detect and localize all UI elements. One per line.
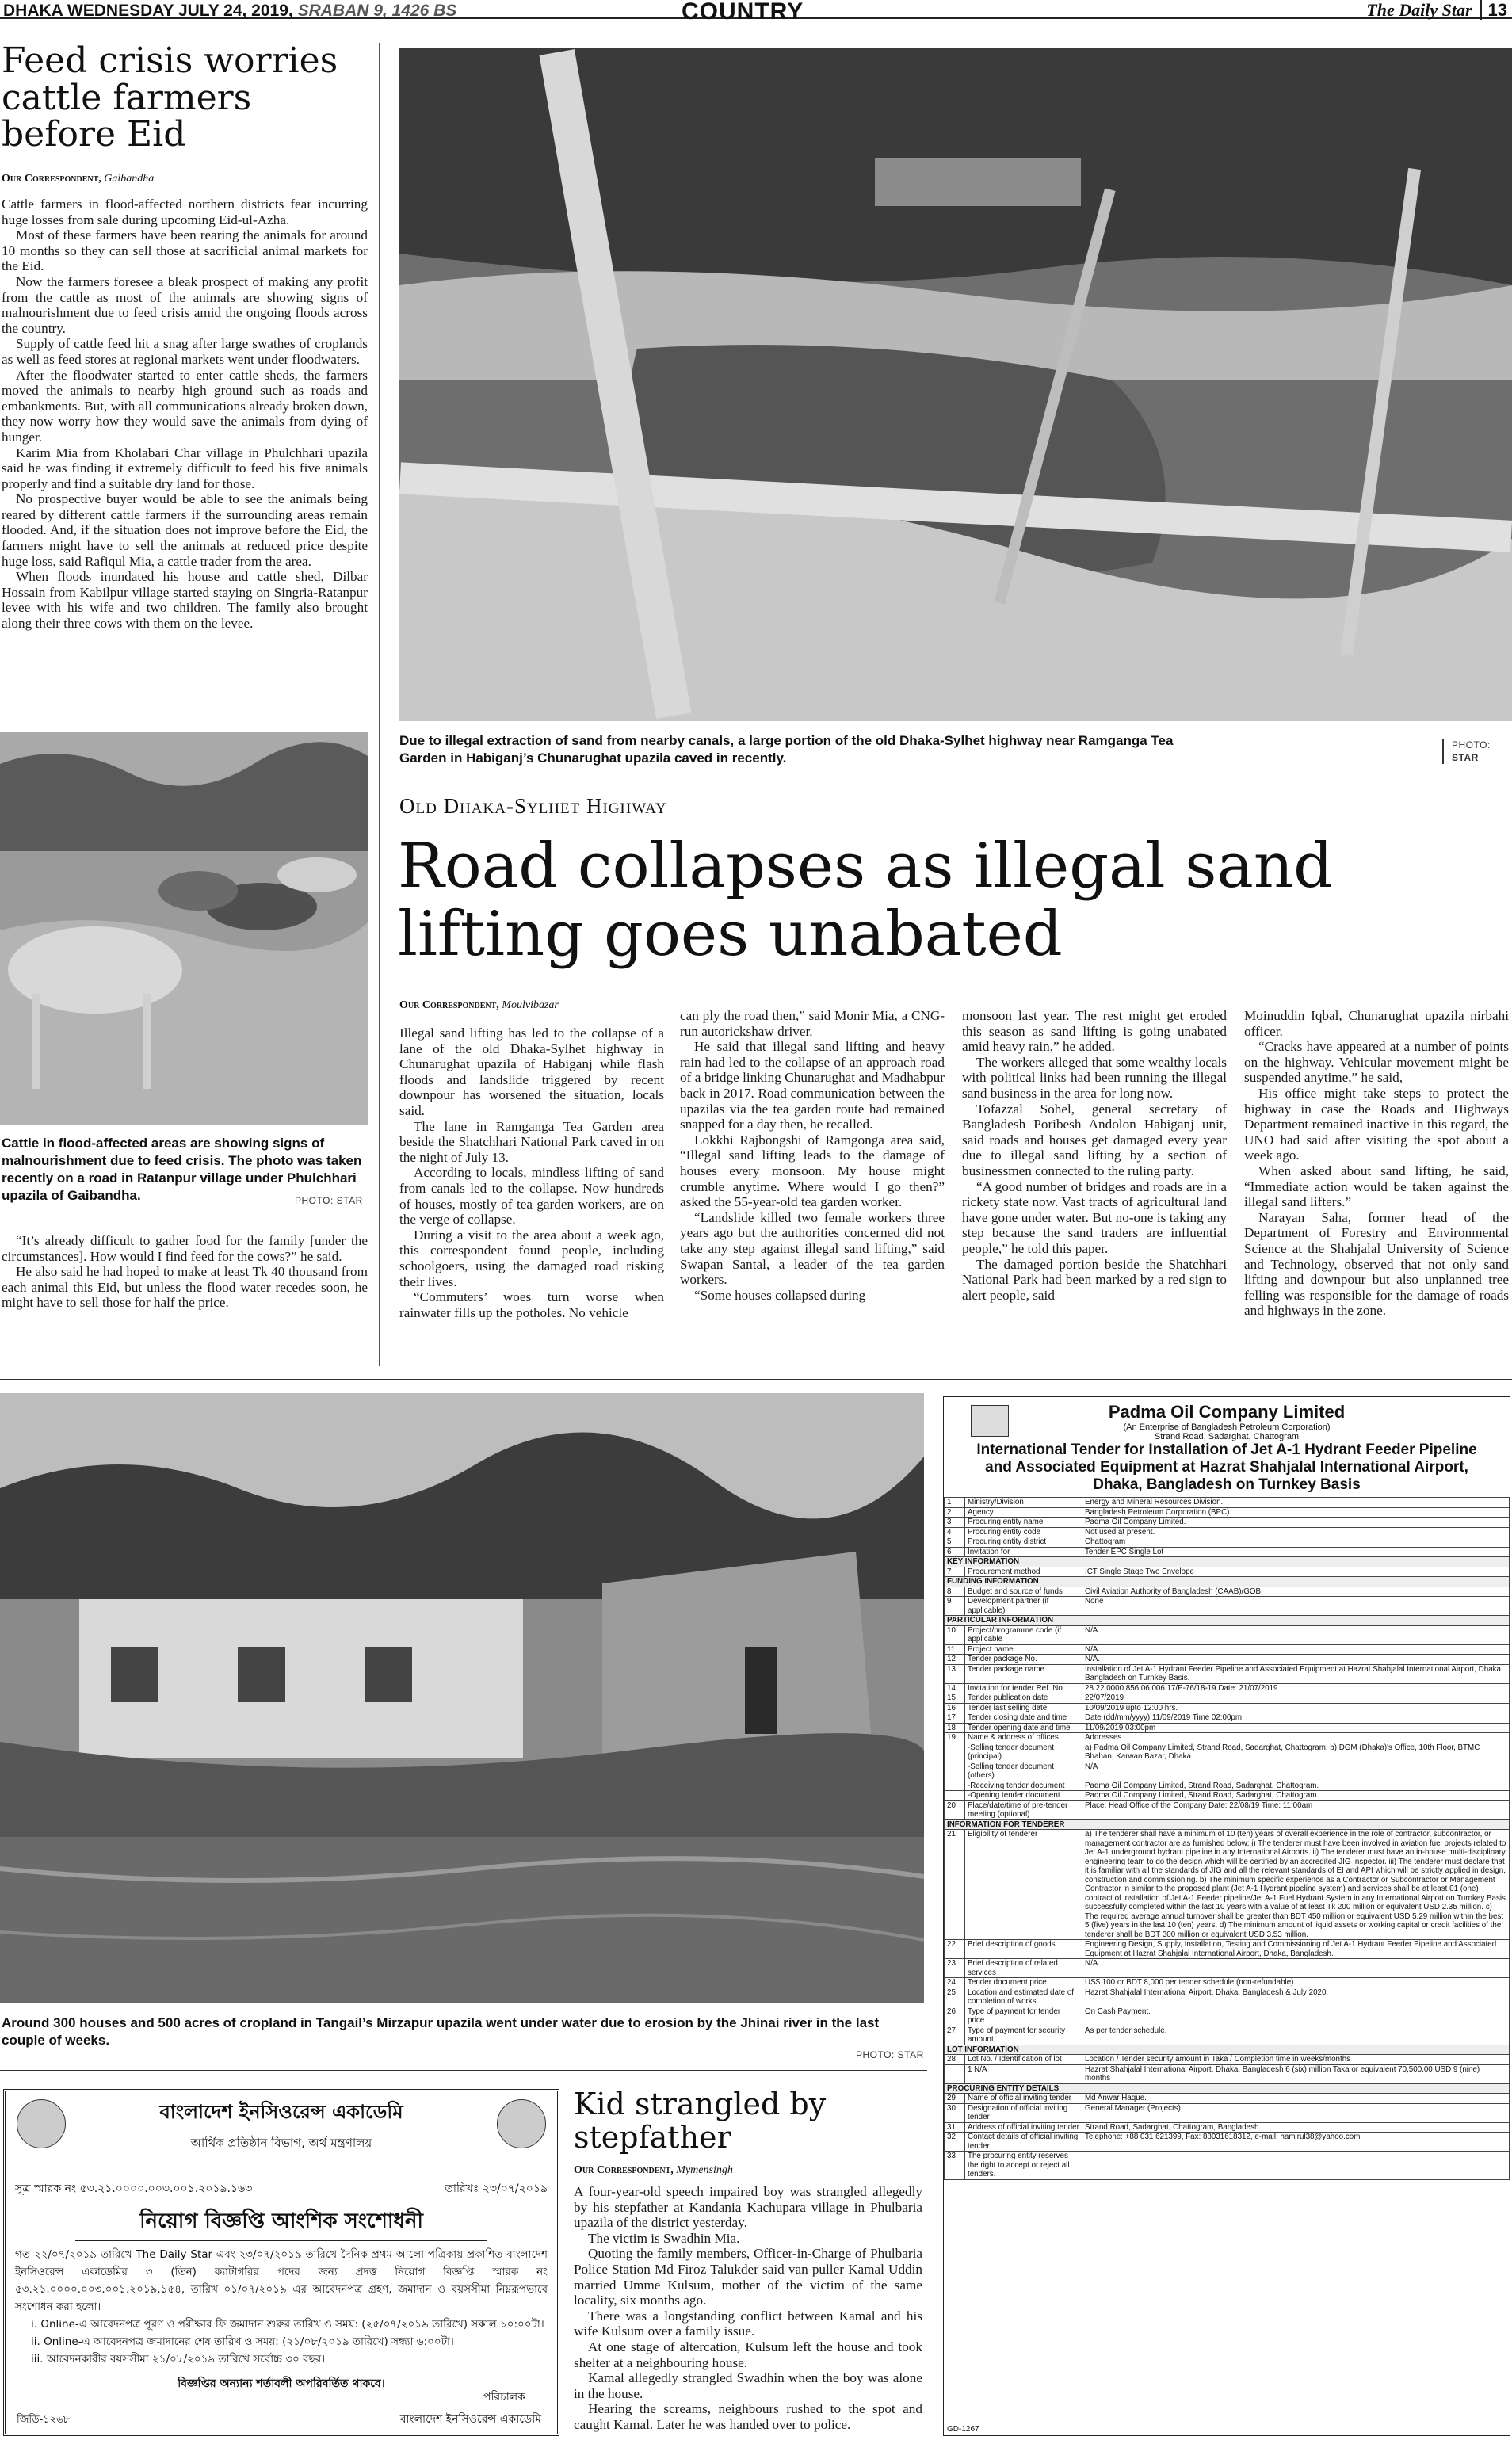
tender-cell-value: Location / Tender security amount in Taka / Completion time in weeks/months	[1082, 2055, 1510, 2065]
paragraph: Quoting the family members, Officer-in-Charge of Phulbaria Police Station Md Firoz Talukder said van puller Kamal Uddin married Umme Kulsum, mother of the victim of the same locality, six months ago.	[574, 2246, 922, 2308]
tender-cell-label: Type of payment for tender price	[965, 2007, 1082, 2026]
tender-row	[945, 1959, 1510, 1978]
tender-cell-no: 6	[945, 1547, 965, 1557]
notice-note: বিজ্ঞপ্তির অন্যান্য শর্তাবলী অপরিবর্তিত থাকবে।	[178, 2377, 385, 2390]
tender-row	[945, 2083, 1510, 2094]
road-col-4	[1244, 1008, 1509, 1319]
tender-cell-no: 14	[945, 1683, 965, 1693]
tender-row	[945, 1664, 1510, 1683]
tender-cell-no: 24	[945, 1978, 965, 1988]
road-photo-credit	[1442, 739, 1491, 764]
govt-seal-logo	[17, 2099, 66, 2148]
notice-signer: পরিচালক	[483, 2391, 525, 2404]
tender-cell-label: Budget and source of funds	[965, 1587, 1082, 1597]
notice-title: নিয়োগ বিজ্ঞপ্তি আংশিক সংশোধনী	[75, 2205, 487, 2241]
erosion-photo	[0, 1393, 924, 2003]
tender-cell-label: Agency	[965, 1507, 1082, 1518]
paragraph: “Landslide killed two female workers three years ago but the authorities concerned did not take any step against illegal sand lifting,” said Swapan Santal, a leader of the tea garden workers.	[680, 1209, 945, 1288]
tender-cell-value: Tender EPC Single Lot	[1082, 1547, 1510, 1557]
tender-sub1: (An Enterprise of Bangladesh Petroleum Corporation)	[1123, 1422, 1331, 1432]
tender-cell-value: N/A.	[1082, 1959, 1510, 1978]
tender-row	[945, 2133, 1510, 2152]
cattle-photo-credit: PHOTO: STAR	[295, 1195, 363, 1206]
tender-cell-value: Energy and Mineral Resources Division.	[1082, 1498, 1510, 1508]
tender-row	[945, 1625, 1510, 1644]
tender-cell-no: 2	[945, 1507, 965, 1518]
tender-cell-no: 31	[945, 2122, 965, 2133]
tender-cell-no: 1	[945, 1498, 965, 1508]
tender-cell-no: 18	[945, 1723, 965, 1733]
tender-cell-value: None	[1082, 1597, 1510, 1616]
paragraph: Lokkhi Rajbongshi of Ramgonga area said, “Illegal sand lifting leads to the damage of houses every monsoon. My house might crumble anytime. Where would I go then?” asked the 55-year-old tea garden worker.	[680, 1132, 945, 1210]
credit-label: PHOTO:	[1452, 739, 1491, 750]
tender-cell-no: 10	[945, 1625, 965, 1644]
tender-row	[945, 1683, 1510, 1693]
tender-cell-no	[945, 2064, 965, 2083]
tender-cell-value: 10/09/2019 upto 12:00 hrs.	[1082, 1703, 1510, 1713]
tender-cell-no: 17	[945, 1713, 965, 1724]
tender-row	[945, 1693, 1510, 1704]
tender-cell-label: Project/programme code (if applicable	[965, 1625, 1082, 1644]
paragraph: Supply of cattle feed hit a snag after large swathes of croplands as well as feed stores at regional markets went under floodwaters.	[2, 336, 368, 367]
road-col-2	[680, 1008, 945, 1303]
tender-cell-value: N/A.	[1082, 1644, 1510, 1655]
masthead-date	[3, 2, 456, 21]
masthead-weekday-date: WEDNESDAY JULY 24, 2019,	[67, 2, 293, 20]
tender-row	[945, 2007, 1510, 2026]
byline-name: Our Correspondent,	[2, 173, 101, 185]
tender-row	[945, 2103, 1510, 2122]
tender-row	[945, 1655, 1510, 1665]
tender-row	[945, 1978, 1510, 1988]
tender-cell-value: ICT Single Stage Two Envelope	[1082, 1567, 1510, 1577]
tender-cell-label: -Selling tender document (principal)	[965, 1743, 1082, 1762]
tender-cell-value: Hazrat Shahjalal International Airport, Dhaka, Bangladesh 6 (six) million Taka or equivalent 70,500.00 USD 9 (nine) months	[1082, 2064, 1510, 2083]
tender-row	[945, 1527, 1510, 1537]
section-divider-2	[0, 2070, 927, 2071]
notice-org: বাংলাদেশ ইনসিওরেন্স একাডেমি	[159, 2101, 403, 2123]
tender-cell-label: Procuring entity name	[965, 1518, 1082, 1528]
tender-row	[945, 1830, 1510, 1940]
tender-row	[945, 1644, 1510, 1655]
tender-row	[945, 2152, 1510, 2180]
tender-row	[945, 1703, 1510, 1713]
tender-row	[945, 1547, 1510, 1557]
tender-cell-no	[945, 1791, 965, 1801]
tender-cell-label: Development partner (if applicable)	[965, 1597, 1082, 1616]
paragraph: When floods inundated his house and cattle shed, Dilbar Hossain from Kabilpur village started staying on Singria-Ratanpur levee with his wife and two children. The family also brought along their three cows with them on the levee.	[2, 569, 368, 632]
tender-cell-value: On Cash Payment.	[1082, 2007, 1510, 2026]
tender-cell-no: 11	[945, 1644, 965, 1655]
paragraph: The lane in Ramganga Tea Garden area beside the Shatchhari National Park caved in on the night of July 13.	[399, 1118, 664, 1165]
padma-logo	[971, 1405, 1009, 1437]
kid-byline	[574, 2162, 922, 2177]
tender-cell-value: US$ 100 or BDT 8,000 per tender schedule (non-refundable).	[1082, 1978, 1510, 1988]
paragraph: Tofazzal Sohel, general secretary of Bangladesh Poribesh Andolon Habiganj unit, said roads and houses get damaged every year due to illegal sand lifting by a section of businessmen connected to the ruling party.	[962, 1101, 1227, 1178]
erosion-caption: Around 300 houses and 500 acres of cropland in Tangail’s Mirzapur upazila went under water due to erosion by the Jhinai river in the last couple of weeks.	[2, 2015, 880, 2048]
paragraph: “Cracks have appeared at a number of points on the highway. Vehicular movement might be suspended anytime,” he said,	[1244, 1039, 1509, 1086]
tender-cell-no: 9	[945, 1597, 965, 1616]
tender-cell-value: Date (dd/mm/yyyy) 11/09/2019 Time 02:00pm	[1082, 1713, 1510, 1724]
tender-cell-label: Lot No. / Identification of lot	[965, 2055, 1082, 2065]
tender-cell-label: Procuring entity code	[965, 1527, 1082, 1537]
tender-cell-label: 1 N/A	[965, 2064, 1082, 2083]
paragraph: After the floodwater started to enter cattle sheds, the farmers moved the animals to nearby high ground such as roads and embankments. But, with all communications already broken down, they now worry how they would save the animals from dying of hunger.	[2, 367, 368, 445]
tender-cell-value: 11/09/2019 03:00pm	[1082, 1723, 1510, 1733]
paragraph: He said that illegal sand lifting and heavy rain had led to the collapse of an approach road of a bridge linking Chunarughat and Madhabpur back in 2017. Road communication between the upazilas via the tea garden route had remained snapped for a day then, he recalled.	[680, 1039, 945, 1132]
tender-cell-no: 15	[945, 1693, 965, 1704]
tender-cell-no: 13	[945, 1664, 965, 1683]
feed-body-continued	[2, 1233, 368, 1311]
notice-date: তারিখঃ ২৩/০৭/২০১৯	[445, 2182, 548, 2195]
road-kicker: Old Dhaka-Sylhet Highway	[399, 794, 667, 818]
tender-cell-value: General Manager (Projects).	[1082, 2103, 1510, 2122]
tender-cell-value: a) Padma Oil Company Limited, Strand Road, Sadarghat, Chattogram. b) DGM (Dhaka)'s Office, 10th Floor, BTMC Bhaban, Karwan Bazar, Dhaka.	[1082, 1743, 1510, 1762]
tender-cell-no: 21	[945, 1830, 965, 1940]
tender-cell-value: Bangladesh Petroleum Corporation (BPC).	[1082, 1507, 1510, 1518]
paragraph: “Some houses collapsed during	[694, 1287, 866, 1303]
paragraph: “A good number of bridges and roads are in a rickety state now. Vast tracts of agricultural land have gone under water. But no-one is taking any step because the sand traders are influential people,” he told this paper.	[962, 1178, 1227, 1256]
tender-cell-label: -Receiving tender document	[965, 1781, 1082, 1791]
paragraph: The victim is Swadhin Mia.	[588, 2230, 740, 2246]
tender-cell-label: Name & address of offices	[965, 1733, 1082, 1743]
tender-row	[945, 1713, 1510, 1724]
tender-row	[945, 1567, 1510, 1577]
tender-cell-value: Civil Aviation Authority of Bangladesh (CAAB)/GOB.	[1082, 1587, 1510, 1597]
notice-items	[15, 2316, 548, 2368]
tender-cell-no: 32	[945, 2133, 965, 2152]
tender-cell-no: 8	[945, 1587, 965, 1597]
paragraph: His office might take steps to protect the highway in case the Roads and Highways Department remained inactive in this regard, the UNO had said after visiting the spot about a week ago.	[1244, 1085, 1509, 1163]
notice-item: i. Online-এ আবেদনপত্র পূরণ ও পরীক্ষার ফি জমাদান শুরুর তারিখ ও সময়: (২৫/০৭/২০১৯ তারিখে) সকাল ১০:০০টা।	[31, 2318, 544, 2331]
tender-cell-no: 12	[945, 1655, 965, 1665]
paragraph: At one stage of altercation, Kulsum left the house and took shelter at a neighbouring house.	[574, 2339, 922, 2370]
tender-cell-label: Tender package No.	[965, 1655, 1082, 1665]
tender-cell-label: The procuring entity reserves the right to accept or reject all tenders.	[965, 2152, 1082, 2180]
tender-cell-label: Brief description of goods	[965, 1940, 1082, 1959]
cattle-photo	[0, 732, 368, 1125]
tender-cell-no: 27	[945, 2026, 965, 2045]
road-photo-caption: Due to illegal extraction of sand from nearby canals, a large portion of the old Dhaka-Sylhet highway near Ramganga Tea Garden in Habiganj’s Chunarughat upazila caved in recently.	[399, 733, 1174, 766]
tender-row	[945, 1587, 1510, 1597]
tender-row	[945, 1537, 1510, 1548]
byline-place: Gaibandha	[104, 173, 155, 185]
paragraph: Illegal sand lifting has led to the collapse of a lane of the old Dhaka-Sylhet highway in Chunarughat upazila of Habiganj while flash floods and landslide triggered by recent downpour has worsened the situation, locals said.	[399, 1025, 664, 1118]
tender-row	[945, 2026, 1510, 2045]
tender-cell-label: Type of payment for security amount	[965, 2026, 1082, 2045]
paragraph: Hearing the screams, neighbours rushed to the spot and caught Kamal. Later he was handed over to police.	[574, 2401, 922, 2432]
tender-row	[945, 1743, 1510, 1762]
tender-row	[945, 1762, 1510, 1781]
tender-row	[945, 1988, 1510, 2007]
masthead-right	[1366, 0, 1507, 21]
tender-section-heading: INFORMATION FOR TENDERER	[945, 1819, 1510, 1830]
tender-cell-value: Chattogram	[1082, 1537, 1510, 1548]
tender-cell-value: Engineering Design, Supply, Installation, Testing and Commissioning of Jet A-1 Hydrant Feeder Pipeline and Associated Equipment at Hazrat Shahjalal International Airport, Dhaka, Bangladesh.	[1082, 1940, 1510, 1959]
tender-cell-label: Project name	[965, 1644, 1082, 1655]
tender-cell-value: Addresses	[1082, 1733, 1510, 1743]
tender-sub2: Strand Road, Sadarghat, Chattogram	[1154, 1432, 1300, 1441]
tender-cell-value: Md Anwar Haque.	[1082, 2094, 1510, 2104]
notice-item: iii. আবেদনকারীর বয়সসীমা ২১/০৮/২০১৯ তারিখে সর্বোচ্চ ৩০ বছর।	[31, 2353, 326, 2366]
road-col-1	[399, 1025, 664, 1320]
paragraph: He also said he had hoped to make at least Tk 40 thousand from each animal this Eid, but unless the flood water recedes soon, he might have to sell those for half the price.	[2, 1264, 368, 1311]
tender-cell-no: 29	[945, 2094, 965, 2104]
tender-cell-no	[945, 1781, 965, 1791]
tender-row	[945, 1616, 1510, 1626]
tender-cell-label: Contact details of official inviting tender	[965, 2133, 1082, 2152]
byline-name: Our Correspondent,	[399, 999, 499, 1011]
padma-oil-tender	[943, 1396, 1510, 2436]
tender-cell-label: Ministry/Division	[965, 1498, 1082, 1508]
tender-cell-value: Hazrat Shahjalal International Airport, Dhaka, Bangladesh & July 2020.	[1082, 1988, 1510, 2007]
tender-row	[945, 1498, 1510, 1508]
tender-cell-no: 33	[945, 2152, 965, 2180]
tender-row	[945, 1781, 1510, 1791]
academy-logo	[497, 2099, 546, 2148]
tender-cell-label: Tender document price	[965, 1978, 1082, 1988]
tender-row	[945, 1507, 1510, 1518]
tender-row	[945, 1577, 1510, 1587]
paragraph: When asked about sand lifting, he said, “Immediate action would be taken against the illegal sand lifters.”	[1244, 1163, 1509, 1210]
tender-cell-no: 26	[945, 2007, 965, 2026]
tender-cell-label: Designation of official inviting tender	[965, 2103, 1082, 2122]
tender-row	[945, 1597, 1510, 1616]
byline-name: Our Correspondent,	[574, 2164, 674, 2176]
tender-cell-no: 23	[945, 1959, 965, 1978]
tender-row	[945, 1800, 1510, 1819]
tender-cell-label: -Selling tender document (others)	[965, 1762, 1082, 1781]
tender-title: International Tender for Installation of Jet A-1 Hydrant Feeder Pipeline and Associated Equipment at Hazrat Shahjalal International Airport, Dhaka, Bangladesh on Turnkey Basis	[976, 1441, 1477, 1493]
credit-name: STAR	[1452, 752, 1479, 763]
tender-row	[945, 1819, 1510, 1830]
paragraph: Narayan Saha, former head of the Department of Forestry and Environmental Science at the Shahjalal University of Science and Technology, observed that not only sand lifting and downpour but also unplanned tree felling was responsible for the damage of roads and highways in the zone.	[1244, 1209, 1509, 1319]
paragraph: A four-year-old speech impaired boy was strangled allegedly by his stepfather at Kandania Kachupara village in Phulbaria upazila of the district yesterday.	[574, 2184, 922, 2231]
tender-cell-label: Place/date/time of pre-tender meeting (optional)	[965, 1800, 1082, 1819]
tender-cell-value: N/A	[1082, 1762, 1510, 1781]
tender-header	[944, 1397, 1510, 1494]
tender-section-heading: FUNDING INFORMATION	[945, 1577, 1510, 1587]
notice-dept: আর্থিক প্রতিষ্ঠান বিভাগ, অর্থ মন্ত্রণালয়	[190, 2136, 372, 2150]
tender-cell-value: Padma Oil Company Limited, Strand Road, Sadarghat, Chattogram.	[1082, 1781, 1510, 1791]
section-title: COUNTRY	[682, 0, 804, 25]
notice-ref: জিডি-১২৬৮	[17, 2414, 71, 2426]
byline-place: Moulvibazar	[502, 999, 559, 1011]
tender-cell-label: Tender closing date and time	[965, 1713, 1082, 1724]
tender-cell-no: 4	[945, 1527, 965, 1537]
paragraph: There was a longstanding conflict between Kamal and his wife Kulsum over a family issue.	[574, 2308, 922, 2339]
tender-cell-value: N/A.	[1082, 1655, 1510, 1665]
tender-table	[944, 1497, 1510, 2180]
tender-cell-no: 19	[945, 1733, 965, 1743]
road-photo	[399, 48, 1512, 721]
paragraph: No prospective buyer would be able to see the animals being reared by different cattle farmers if the surrounding areas remain flooded. And, if the situation does not improve before the Eid, the farmers might have to sell the animals at reduced price despite huge loss, said Rafiqul Mia, a cattle trader from the area.	[2, 491, 368, 569]
tender-cell-no: 16	[945, 1703, 965, 1713]
paragraph: Cattle farmers in flood-affected northern districts fear incurring huge losses from sale during upcoming Eid-ul-Azha.	[2, 197, 368, 227]
tender-cell-value: Strand Road, Sadarghat, Chattogram, Bangladesh.	[1082, 2122, 1510, 2133]
notice-memo: সূত্র স্মারক নং ৫৩.২১.০০০০.০০৩.০০১.২০১৯.১৬৩	[15, 2182, 253, 2195]
tender-cell-no: 5	[945, 1537, 965, 1548]
feed-byline	[2, 170, 366, 185]
masthead	[0, 0, 1512, 25]
page-number: 13	[1480, 0, 1507, 20]
tender-ref: GD-1267	[947, 2425, 979, 2434]
tender-cell-label: Address of official inviting tender	[965, 2122, 1082, 2133]
tender-cell-no	[945, 1762, 965, 1781]
tender-cell-value	[1082, 2152, 1510, 2180]
tender-cell-no	[945, 1743, 965, 1762]
tender-cell-value: As per tender schedule.	[1082, 2026, 1510, 2045]
tender-cell-label: Invitation for	[965, 1547, 1082, 1557]
paragraph: According to locals, mindless lifting of sand from canals led to the collapse. Now hundreds of houses, mostly of tea garden workers, are on the verge of collapse.	[399, 1165, 664, 1228]
paragraph: “It’s already difficult to gather food for the family [under the circumstances]. How would I find feed for the cows?” he said.	[2, 1233, 368, 1264]
tender-cell-value: Padma Oil Company Limited.	[1082, 1518, 1510, 1528]
tender-cell-value: Telephone: +88 031 621399, Fax: 88031618312, e-mail: hamirul38@yahoo.com	[1082, 2133, 1510, 2152]
tender-cell-no: 28	[945, 2055, 965, 2065]
tender-cell-label: Procuring entity district	[965, 1537, 1082, 1548]
notice-signer-org: বাংলাদেশ ইনসিওরেন্স একাডেমি	[399, 2413, 541, 2426]
tender-cell-value: Padma Oil Company Limited, Strand Road, Sadarghat, Chattogram.	[1082, 1791, 1510, 1801]
road-headline: Road collapses as illegal sand lifting goes unabated	[398, 831, 1334, 970]
paragraph: “Commuters’ woes turn worse when rainwater fills up the potholes. No vehicle	[399, 1289, 664, 1320]
paragraph: monsoon last year. The rest might get eroded this season as sand lifting is going unabated amid heavy rain,” he added.	[962, 1008, 1227, 1055]
tender-cell-value: Installation of Jet A-1 Hydrant Feeder Pipeline and Associated Equipment at Hazrat Shahjalal International Airport, Dhaka, Bangladesh on Turnkey Basis.	[1082, 1664, 1510, 1683]
tender-row	[945, 2045, 1510, 2055]
tender-row	[945, 2064, 1510, 2083]
tender-row	[945, 1557, 1510, 1567]
cattle-photo-caption: Cattle in flood-affected areas are showing signs of malnourishment due to feed crisis. The photo was taken recently on a road in Ratanpur village under Phulchhari upazila of Gaibandha.	[2, 1136, 362, 1203]
notice-body: গত ২২/০৭/২০১৯ তারিখে The Daily Star এবং ২৩/০৭/২০১৯ তারিখে দৈনিক প্রথম আলো পত্রিকায় প্রকাশিত বাংলাদেশ ইনসিওরেন্স একাডেমির ৩ (তিন) ক্যাটাগরির পদের জন্য প্রদত্ত নিয়োগ বিজ্ঞপ্তি স্মারক নং ৫৩.২১.০০০০.০০৩.০০১.২০১৯.১৫৪, তারিখ ০১/০৭/২০১৯ এর আবেদনপত্র গ্রহণ, জমাদান ও বয়সসীমা নিম্নরূপভাবে সংশোধন করা হলো।	[15, 2248, 548, 2313]
tender-cell-label: Brief description of related services	[965, 1959, 1082, 1978]
tender-cell-label: Invitation for tender Ref. No.	[965, 1683, 1082, 1693]
paragraph: Moinuddin Iqbal, Chunarughat upazila nirbahi officer.	[1244, 1008, 1509, 1039]
tender-cell-label: Name of official inviting tender	[965, 2094, 1082, 2104]
erosion-credit: PHOTO: STAR	[856, 2049, 924, 2060]
tender-cell-no: 22	[945, 1940, 965, 1959]
tender-cell-label: Tender package name	[965, 1664, 1082, 1683]
tender-row	[945, 2094, 1510, 2104]
tender-cell-no: 3	[945, 1518, 965, 1528]
tender-cell-value: Place: Head Office of the Company Date: 22/08/19 Time: 11:00am	[1082, 1800, 1510, 1819]
feed-headline: Feed crisis worries cattle farmers before Eid	[2, 40, 338, 155]
tender-cell-label: Procurement method	[965, 1567, 1082, 1577]
tender-cell-label: Location and estimated date of completion of works	[965, 1988, 1082, 2007]
notice-item: ii. Online-এ আবেদনপত্র জমাদানের শেষ তারিখ ও সময়: (২১/০৮/২০১৯ তারিখে) সন্ধ্যা ৬:০০টা।	[31, 2335, 454, 2348]
tender-cell-no: 25	[945, 1988, 965, 2007]
tender-section-heading: PARTICULAR INFORMATION	[945, 1616, 1510, 1626]
tender-row	[945, 1791, 1510, 1801]
tender-cell-label: Tender last selling date	[965, 1703, 1082, 1713]
tender-cell-no: 7	[945, 1567, 965, 1577]
tender-row	[945, 2055, 1510, 2065]
feed-body	[2, 197, 368, 632]
tender-row	[945, 1518, 1510, 1528]
tender-row	[945, 1940, 1510, 1959]
section-divider	[0, 1379, 1512, 1380]
byline-place: Mymensingh	[676, 2164, 733, 2176]
paper-logo: The Daily Star	[1366, 0, 1472, 20]
kid-body	[574, 2184, 922, 2433]
tender-cell-value: 28.22.0000.856.06.006.17/P-76/18-19 Date: 21/07/2019	[1082, 1683, 1510, 1693]
tender-section-heading: PROCURING ENTITY DETAILS	[945, 2083, 1510, 2094]
tender-cell-label: Eligibility of tenderer	[965, 1830, 1082, 1940]
tender-cell-label: Tender publication date	[965, 1693, 1082, 1704]
tender-cell-label: -Opening tender document	[965, 1791, 1082, 1801]
notice-signer-block	[483, 2388, 525, 2407]
tender-cell-no: 30	[945, 2103, 965, 2122]
insurance-academy-notice	[3, 2089, 559, 2436]
road-col-3	[962, 1008, 1227, 1303]
tender-cell-value: a) The tenderer shall have a minimum of 10 (ten) years of overall experience in the role of contractor, subcontractor, or management contractor are as furnished below: i) The tenderer must have been involved in aviation fuel projects related to Jet A-1 underground hydrant pipeline in any International Airports. ii) The tenderer must have an in-house multi-disciplinary engineering team to do the design which will be certified by an accredited JIG Inspector. iii) The tenderer must declare that it is familiar with all the standards of JIG and all the relevant standards of EI and API which will be strictly applied in design, construction and commissioning. b) The minimum specific experience as a Contractor or Subcontractor or Management Contractor in similar to the proposed plant (Jet A-1 Hydrant pipeline system) and services shall be at least 01 (one) contract of installation of Jet A-1 Feeder pipeline/Jet A-1 Fuel Hydrant System in any International Airport on Turnkey Basis successfully completed within the last 10 years with a value of at least Tk 200 million or equivalent USD 2.35 million. c) The required average annual turnover shall be greater than BDT 450 million or equivalent USD 5.29 million within the best 5 (five) years in the last 10 (ten) years. d) The minimum amount of liquid assets or working capital or credit facilities of the tenderer shall be BDT 300 million or equivalent USD 3.53 million.	[1082, 1830, 1510, 1940]
kid-headline: Kid strangled by stepfather	[574, 2087, 827, 2155]
paragraph: Karim Mia from Kholabari Char village in Phulchhari upazila said he was finding it extremely difficult to feed his five animals properly and find a suitable dry land for those.	[2, 445, 368, 491]
tender-row	[945, 1733, 1510, 1743]
tender-company: Padma Oil Company Limited	[1108, 1402, 1346, 1422]
paragraph: Now the farmers foresee a bleak prospect of making any profit from the cattle as most of the animals are showing signs of malnourishment due to feed crisis amid the ongoing floods across the country.	[2, 273, 368, 336]
paragraph: The damaged portion beside the Shatchhari National Park had been marked by a red sign to alert people, said	[962, 1256, 1227, 1303]
tender-cell-value: N/A.	[1082, 1625, 1510, 1644]
tender-row	[945, 2122, 1510, 2133]
tender-cell-no: 20	[945, 1800, 965, 1819]
paragraph: During a visit to the area about a week ago, this correspondent found people, including schoolgoers, using the damaged road risking their lives.	[399, 1227, 664, 1289]
tender-section-heading: KEY INFORMATION	[945, 1557, 1510, 1567]
masthead-city: DHAKA	[3, 2, 63, 20]
tender-section-heading: LOT INFORMATION	[945, 2045, 1510, 2055]
masthead-bangla-date: SRABAN 9, 1426 BS	[297, 2, 457, 20]
tender-row	[945, 1723, 1510, 1733]
paragraph: Most of these farmers have been rearing the animals for around 10 months so they can sell those at sacrificial animal markets for the Eid.	[2, 227, 368, 274]
paragraph: Kamal allegedly strangled Swadhin when the boy was alone in the house.	[574, 2370, 922, 2401]
tender-cell-value: 22/07/2019	[1082, 1693, 1510, 1704]
tender-cell-label: Tender opening date and time	[965, 1723, 1082, 1733]
paragraph: The workers alleged that some wealthy locals with political links had been running the illegal sand business in the area for long now.	[962, 1054, 1227, 1101]
tender-cell-value: Not used at present.	[1082, 1527, 1510, 1537]
column-rule	[379, 43, 380, 1366]
paragraph: can ply the road then,” said Monir Mia, a CNG-run autorickshaw driver.	[680, 1008, 945, 1039]
